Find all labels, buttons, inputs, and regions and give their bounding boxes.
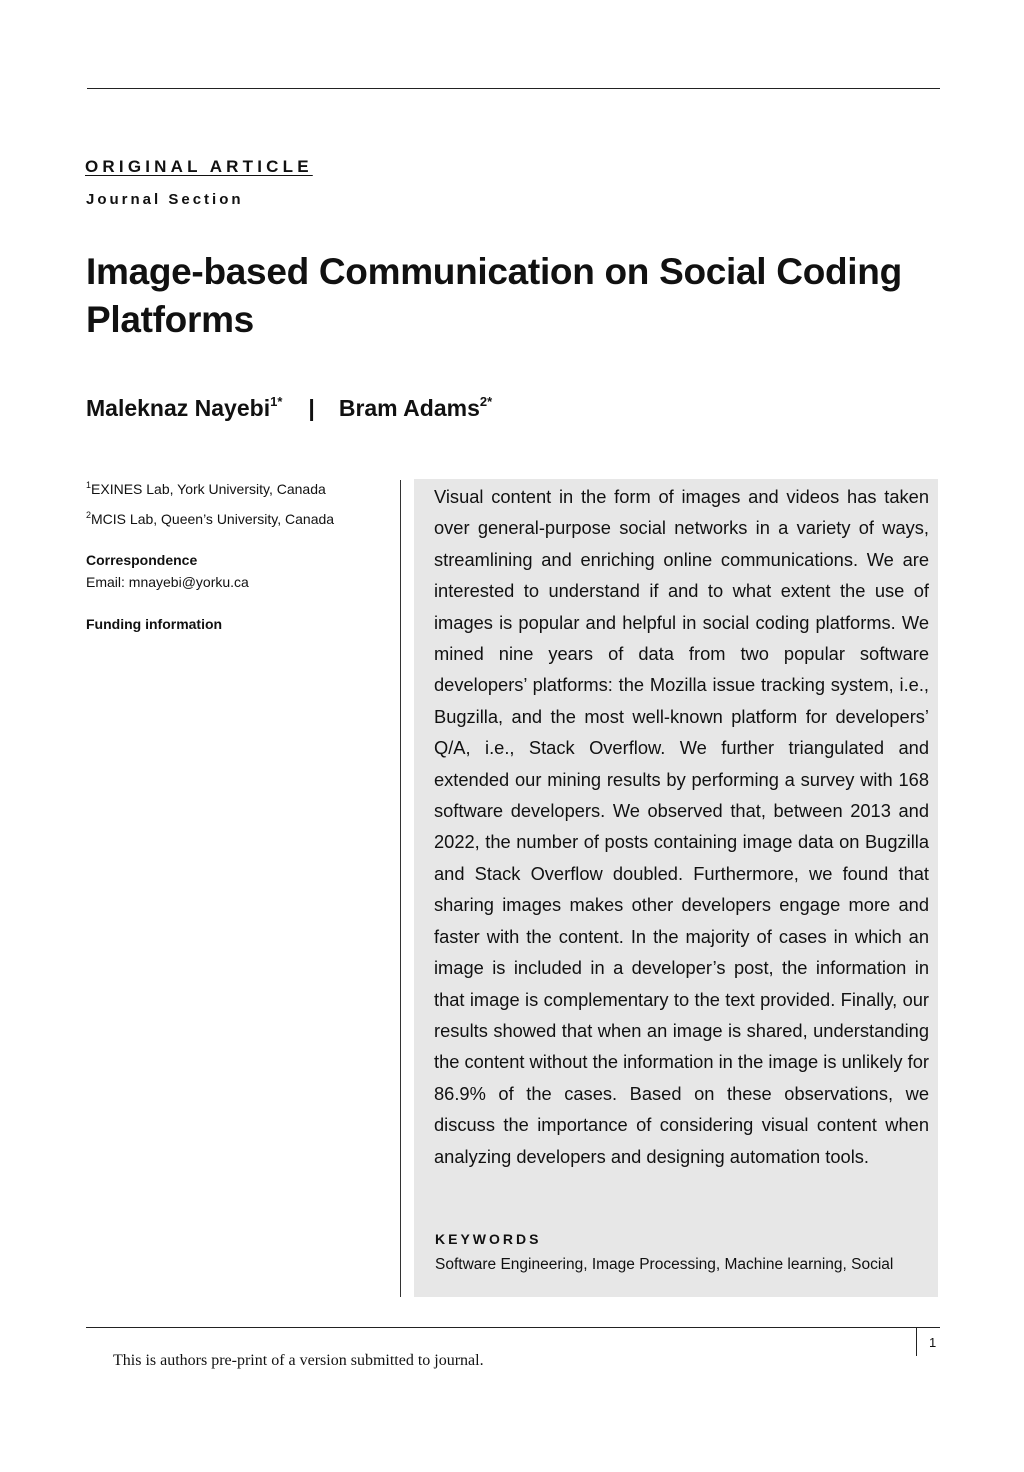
header-rule [87, 88, 940, 89]
abstract-text: Visual content in the form of images and videos has taken over general-purpose social networks in a variety of ways, streamlining and enriching online communications. We are interested to understand if and to what extent the use of images is popular and helpful in social coding platforms. We mined nine years of data from two popular software developers’ platforms: the Mozilla issue tracking system, i.e., Bugzilla, and the most well-known platform for developers’ Q/A, i.e., Stack Overflow. We further triangulated and extended our mining results by performing a survey with 168 software developers. We observed that, between 2013 and 2022, the number of posts containing image data on Bugzilla and Stack Overflow doubled. Furthermore, we found that sharing images makes other developers engage more and faster with the content. In the majority of cases in which an image is included in a developer’s post, the information in that image is complementary to the text provided. Finally, our results showed that when an image is shared, understanding the content without the information in the image is unlikely for 86.9% of the cases. Based on these observations, we discuss the importance of considering visual content when analyzing developers and designing automation tools. [434, 486, 929, 1167]
paper-title: Image-based Communication on Social Coding Platforms [86, 251, 902, 340]
column-divider [400, 480, 401, 1297]
correspondence-heading: Correspondence [86, 552, 198, 568]
affiliation [86, 480, 326, 497]
affiliation [86, 510, 334, 527]
page-number: 1 [929, 1335, 937, 1350]
footer-rule [86, 1327, 940, 1328]
affiliation-text: MCIS Lab, Queen’s University, Canada [91, 511, 335, 527]
keywords-heading: KEYWORDS [435, 1231, 542, 1247]
affiliation-mark: 1 [86, 480, 92, 490]
author-name: Maleknaz Nayebi [86, 395, 271, 421]
keywords-text: Software Engineering, Image Processing, Machine learning, Social [435, 1256, 894, 1273]
author-marks: 2* [479, 394, 493, 409]
page-number-tick [916, 1327, 917, 1356]
journal-section: Journal Section [86, 191, 244, 208]
affiliation-mark: 2 [86, 510, 92, 520]
author-separator: | [308, 395, 315, 421]
funding-heading: Funding information [86, 616, 223, 632]
footer-note: This is authors pre-print of a version submitted to journal. [113, 1352, 484, 1369]
author-line [86, 394, 492, 422]
author-name: Bram Adams [338, 395, 480, 421]
author-marks: 1* [270, 394, 283, 409]
article-type: ORIGINAL ARTICLE [85, 157, 313, 176]
correspondence-email: Email: mnayebi@yorku.ca [86, 574, 249, 590]
abstract-box [414, 479, 938, 1297]
affiliation-text: EXINES Lab, York University, Canada [91, 481, 326, 497]
